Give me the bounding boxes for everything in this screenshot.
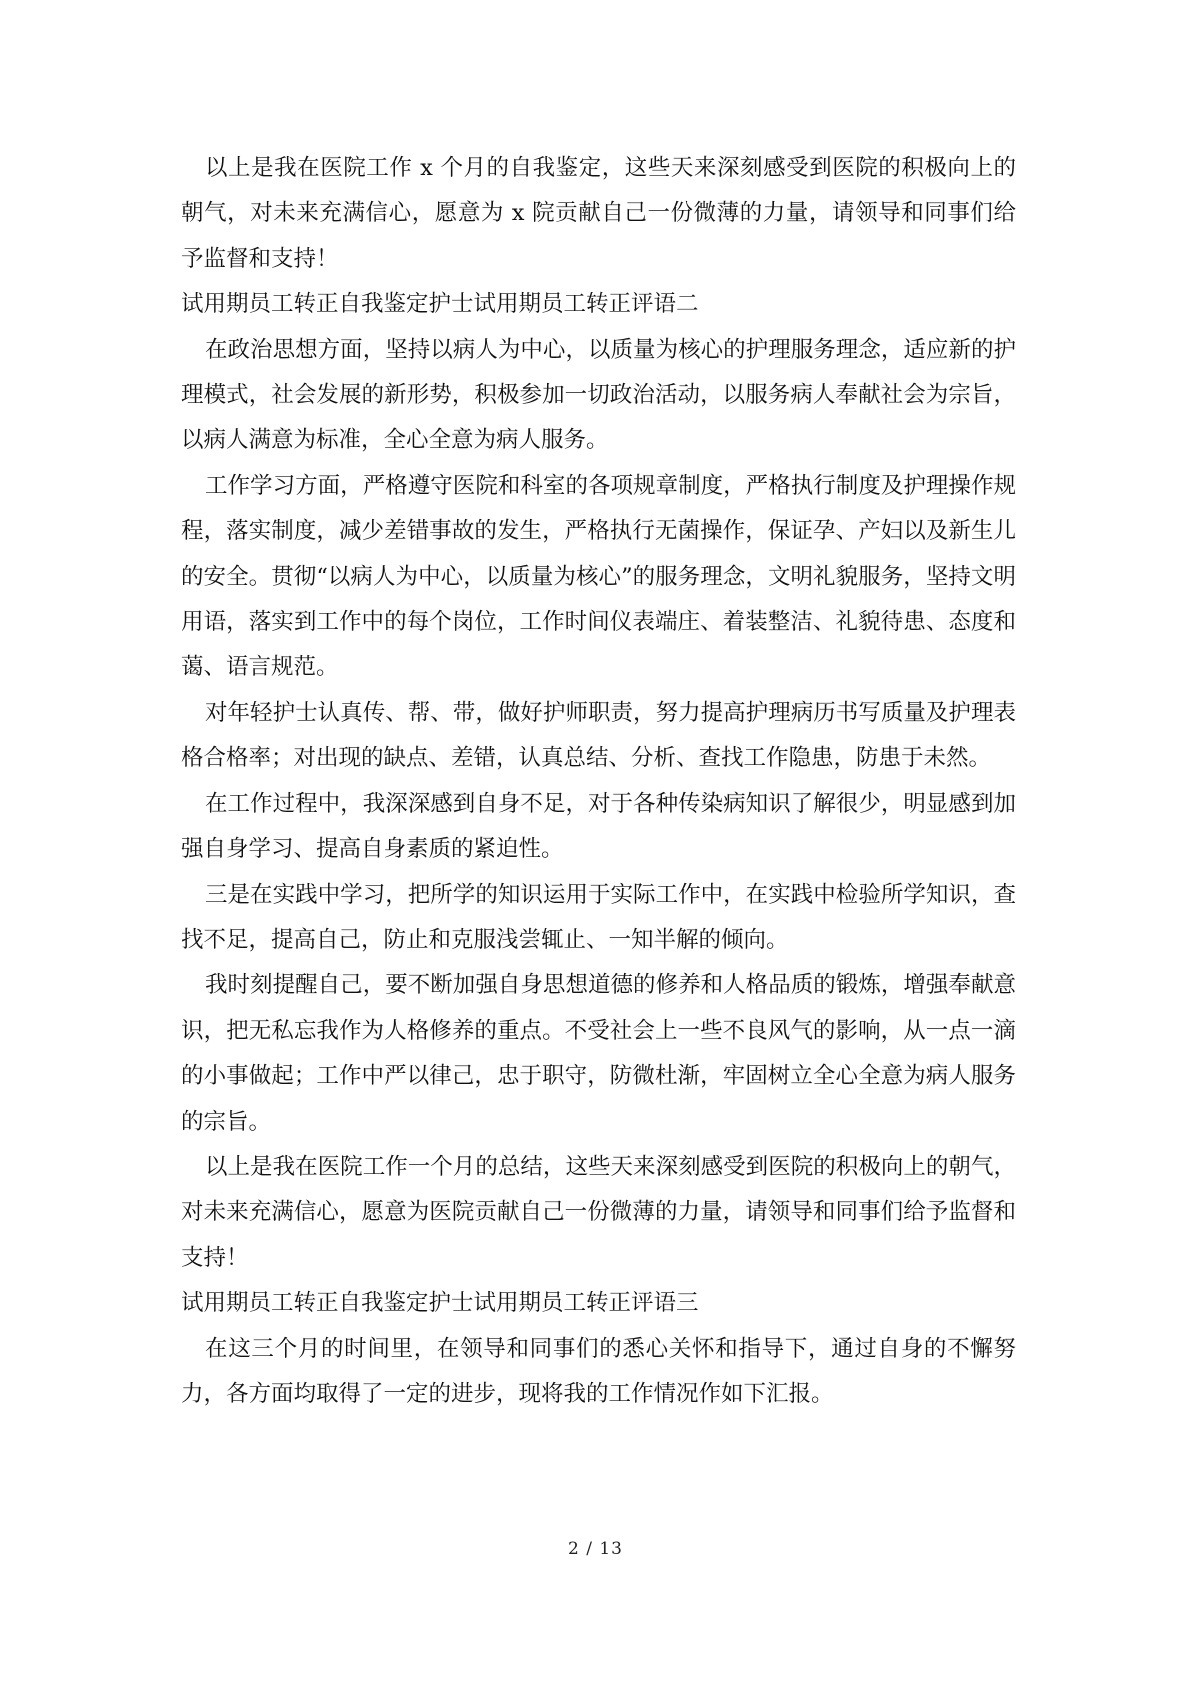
paragraph-mentoring: 对年轻护士认真传、帮、带，做好护师职责，努力提高护理病历书写质量及护理表格合格率；对出现的缺点、差错，认真总结、分析、查找工作隐患，防患于未然。 — [181, 699, 1016, 772]
paragraph-political-thought: 在政治思想方面，坚持以病人为中心，以质量为核心的护理服务理念，适应新的护理模式，社会发展的新形势，积极参加一切政治活动，以服务病人奉献社会为宗旨，以病人满意为标准，全心全意为病人服务。 — [181, 336, 1016, 454]
paragraph-three-months: 在这三个月的时间里，在领导和同事们的悉心关怀和指导下，通过自身的不懈努力，各方面均取得了一定的进步，现将我的工作情况作如下汇报。 — [181, 1335, 1016, 1407]
paragraph-work-study: 工作学习方面，严格遵守医院和科室的各项规章制度，严格执行制度及护理操作规程，落实制度，减少差错事故的发生，严格执行无菌操作，保证孕、产妇以及新生儿的安全。贯彻“以病人为中心，以质量为核心”的服务理念，文明礼貌服务，坚持文明用语，落实到工作中的每个岗位，工作时间仪表端庄、着装整洁、礼貌待患、态度和蔼、语言规范。 — [181, 472, 1016, 681]
section-heading-2: 试用期员工转正自我鉴定护士试用期员工转正评语二 — [181, 291, 699, 318]
paragraph-practice-learning: 三是在实践中学习，把所学的知识运用于实际工作中，在实践中检验所学知识，查找不足，提高自己，防止和克服浅尝辄止、一知半解的倾向。 — [181, 881, 1016, 953]
paragraph-self-cultivation: 我时刻提醒自己，要不断加强自身思想道德的修养和人格品质的锻炼，增强奉献意识，把无私忘我作为人格修养的重点。不受社会上一些不良风气的影响，从一点一滴的小事做起；工作中严以律己，忠于职守，防微杜渐，牢固树立全心全意为病人服务的宗旨。 — [181, 972, 1016, 1135]
paragraph-conclusion-1: 以上是我在医院工作 x 个月的自我鉴定，这些天来深刻感受到医院的积极向上的朝气，对未来充满信心，愿意为 x 院贡献自己一份微薄的力量，请领导和同事们给予监督和支持！ — [181, 155, 1016, 272]
document-body — [181, 146, 1016, 1417]
paragraph-shortcomings: 在工作过程中，我深深感到自身不足，对于各种传染病知识了解很少，明显感到加强自身学习、提高自身素质的紧迫性。 — [181, 790, 1016, 863]
section-heading-3: 试用期员工转正自我鉴定护士试用期员工转正评语三 — [181, 1290, 699, 1317]
paragraph-conclusion-2: 以上是我在医院工作一个月的总结，这些天来深刻感受到医院的积极向上的朝气，对未来充满信心，愿意为医院贡献自己一份微薄的力量，请领导和同事们给予监督和支持！ — [181, 1153, 1016, 1271]
page-number: 2 / 13 — [568, 1539, 623, 1559]
